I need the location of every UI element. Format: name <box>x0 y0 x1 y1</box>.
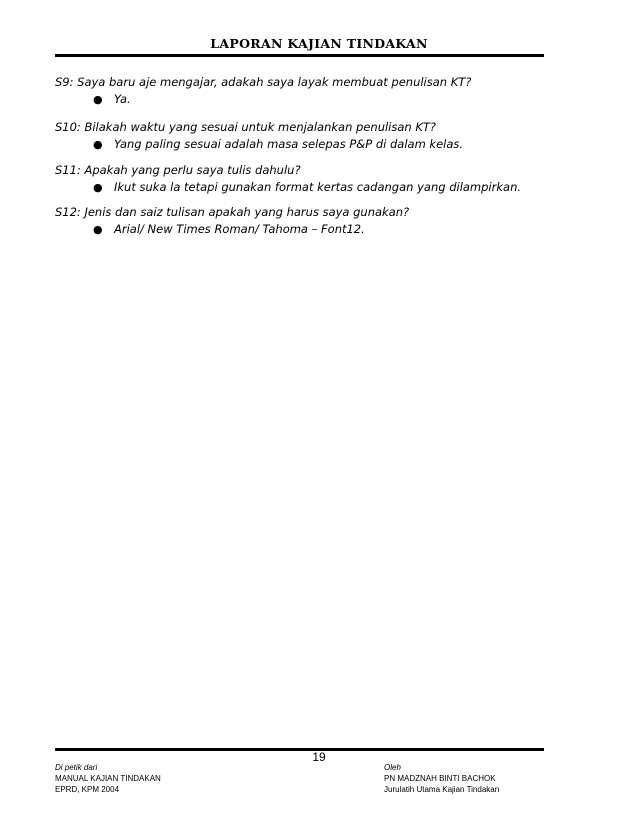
header-divider <box>55 54 544 57</box>
footer-author-role: Jurulatih Utama Kajian Tindakan <box>384 785 500 794</box>
qa-item-s12 <box>55 204 545 238</box>
qa-item-s10 <box>55 119 545 153</box>
bullet-icon: ● <box>93 138 103 151</box>
question-text: S11: Apakah yang perlu saya tulis dahulu? <box>55 163 301 177</box>
question-text: S10: Bilakah waktu yang sesuai untuk menjalankan penulisan KT? <box>55 120 437 134</box>
question-text: S12: Jenis dan saiz tulisan apakah yang harus saya gunakan? <box>55 205 410 219</box>
answer-item <box>55 221 545 238</box>
answer-text: Ya. <box>114 92 131 106</box>
footer-source-publisher: EPRD, KPM 2004 <box>55 785 120 794</box>
answer-text: Yang paling sesuai adalah masa selepas P&P di dalam kelas. <box>114 137 464 151</box>
footer-author-name: PN MADZNAH BINTI BACHOK <box>384 774 496 783</box>
answer-item <box>55 91 545 108</box>
answer-item <box>55 179 545 196</box>
answer-text: Arial/ New Times Roman/ Tahoma – Font12. <box>114 222 365 236</box>
bullet-icon: ● <box>93 93 103 106</box>
qa-item-s9 <box>55 74 545 108</box>
footer-source-title: MANUAL KAJIAN TINDAKAN <box>55 774 161 783</box>
answer-item <box>55 136 545 153</box>
footer-author-label: Oleh <box>384 763 401 772</box>
footer-source-label: Di petik dari <box>55 763 98 772</box>
header-title: LAPORAN KAJIAN TINDAKAN <box>210 36 428 51</box>
page-number: 19 <box>312 750 326 764</box>
qa-item-s11 <box>55 162 545 196</box>
footer-source <box>55 762 161 795</box>
bullet-icon: ● <box>93 223 103 236</box>
bullet-icon: ● <box>93 181 103 194</box>
footer-author <box>384 762 499 795</box>
answer-text: Ikut suka la tetapi gunakan format kertas cadangan yang dilampirkan. <box>114 180 522 194</box>
question-text: S9: Saya baru aje mengajar, adakah saya layak membuat penulisan KT? <box>55 75 472 89</box>
